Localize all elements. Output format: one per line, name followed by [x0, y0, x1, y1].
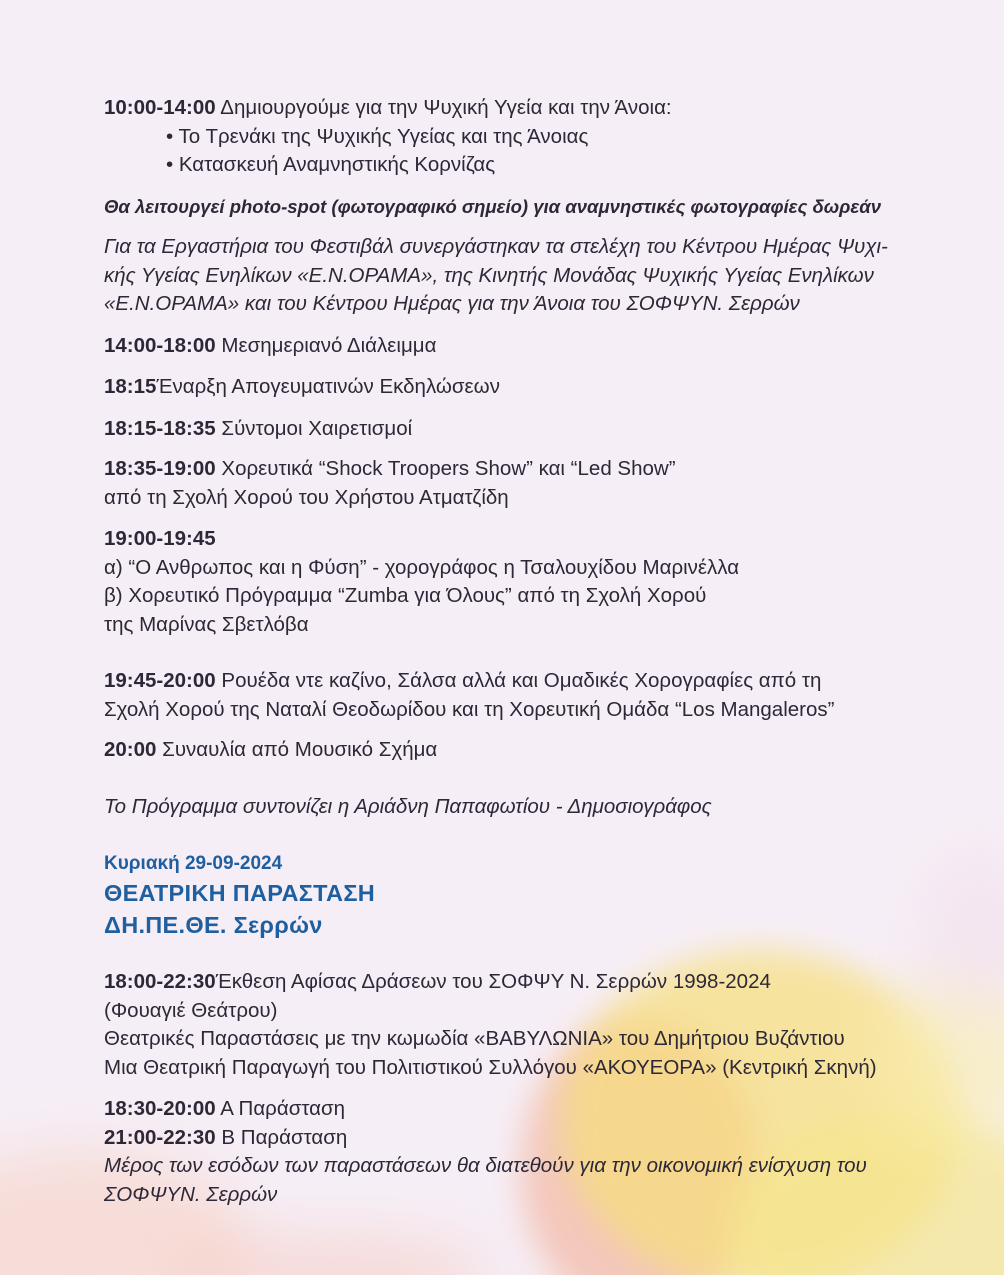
- dance2-line-3: της Μαρίνας Σβετλόβα: [104, 612, 309, 636]
- exhibition-time: 18:00-22:30: [104, 970, 216, 993]
- greetings-text: Σύντομοι Χαιρετισμοί: [221, 417, 413, 440]
- exhibition-line-3: Μια Θεατρική Παραγωγή του Πολιτιστικού Συλλόγου «ΑΚΟΥΕΟΡΑ» (Κεντρική Σκηνή): [104, 1055, 877, 1079]
- proceeds-line-2: ΣΟΦΨΥΝ. Σερρών: [104, 1182, 278, 1206]
- salsa-text: Ρουέδα ντε καζίνο, Σάλσα αλλά και Ομαδικές Χορογραφίες από τη: [221, 669, 822, 692]
- dance2-time: 19:00-19:45: [104, 527, 216, 550]
- show-b: [104, 1124, 924, 1153]
- collaboration-note: [104, 233, 924, 319]
- schedule-concert: [104, 736, 924, 765]
- proceeds-note: [104, 1152, 924, 1209]
- exhibition-block: [104, 968, 924, 1082]
- show-b-text: Β Παράσταση: [221, 1126, 348, 1149]
- start-time: 18:15: [104, 375, 157, 398]
- dance1-time: 18:35-19:00: [104, 457, 216, 480]
- show-a-time: 18:30-20:00: [104, 1097, 216, 1120]
- collaboration-line-3: «Ε.Ν.ΟΡΑΜΑ» και του Κέντρου Ημέρας για την Άνοια του ΣΟΦΨΥΝ. Σερρών: [104, 292, 800, 315]
- dance2-line-2: β) Χορευτικό Πρόγραμμα “Zumba για Όλους” από τη Σχολή Χορού: [104, 584, 707, 607]
- dance1-line2: από τη Σχολή Χορού του Χρήστου Ατματζίδη: [104, 485, 509, 509]
- schedule-break: [104, 332, 924, 361]
- workshop-line: [104, 94, 924, 123]
- schedule-greetings: [104, 415, 924, 444]
- salsa-line2: Σχολή Χορού της Ναταλί Θεοδωρίδου και τη Χορευτική Ομάδα “Los Mangaleros”: [104, 697, 835, 721]
- schedule-dance-2: [104, 525, 924, 639]
- exhibition-line-1: (Φουαγιέ Θεάτρου): [104, 998, 278, 1022]
- coordinator-note: Το Πρόγραμμα συντονίζει η Αριάδνη Παπαφωτίου - Δημοσιογράφος: [104, 795, 712, 818]
- start-text: Έναρξη Απογευματινών Εκδηλώσεων: [156, 375, 500, 398]
- schedule-start: [104, 373, 924, 402]
- schedule-dance-1: [104, 455, 924, 512]
- concert-text: Συναυλία από Μουσικό Σχήμα: [162, 738, 438, 761]
- sunday-title: ΘΕΑΤΡΙΚΗ ΠΑΡΑΣΤΑΣΗ: [104, 880, 376, 906]
- show-b-time: 21:00-22:30: [104, 1126, 216, 1149]
- show-a: [104, 1095, 924, 1124]
- exhibition-text: Έκθεση Αφίσας Δράσεων του ΣΟΦΨΥ Ν. Σερρών 1998-2024: [215, 970, 771, 993]
- collaboration-line-1: Για τα Εργαστήρια του Φεστιβάλ συνεργάστηκαν τα στελέχη του Κέντρου Ημέρας Ψυχι-: [104, 235, 888, 258]
- sunday-date: Κυριακή 29-09-2024: [104, 853, 283, 874]
- break-time: 14:00-18:00: [104, 334, 216, 357]
- show-a-text: Α Παράσταση: [220, 1097, 346, 1120]
- workshop-item-1: • Το Τρενάκι της Ψυχικής Υγείας και της Άνοιας: [166, 125, 589, 148]
- break-text: Μεσημεριανό Διάλειμμα: [221, 334, 437, 357]
- workshop-item-2: • Κατασκευή Αναμνηστικής Κορνίζας: [166, 153, 496, 176]
- exhibition-line-2: Θεατρικές Παραστάσεις με την κωμωδία «ΒΑΒΥΛΩΝΙΑ» του Δημήτριου Βυζάντιου: [104, 1027, 845, 1050]
- salsa-time: 19:45-20:00: [104, 669, 216, 692]
- sunday-subtitle: ΔΗ.ΠΕ.ΘΕ. Σερρών: [104, 912, 323, 938]
- greetings-time: 18:15-18:35: [104, 417, 216, 440]
- concert-time: 20:00: [104, 738, 157, 761]
- workshop-time: 10:00-14:00: [104, 96, 216, 119]
- dance1-text: Χορευτικά “Shock Troopers Show” και “Led Show”: [221, 457, 676, 480]
- workshop-title: Δημιουργούμε για την Ψυχική Υγεία και την Άνοια:: [220, 96, 672, 119]
- collaboration-line-2: κής Υγείας Ενηλίκων «Ε.Ν.ΟΡΑΜΑ», της Κινητής Μονάδας Ψυχικής Υγείας Ενηλίκων: [104, 263, 874, 287]
- schedule-salsa: [104, 667, 924, 724]
- dance2-line-1: α) “Ο Ανθρωπος και η Φύση” - χορογράφος η Τσαλουχίδου Μαρινέλλα: [104, 555, 740, 579]
- photo-spot-note: Θα λειτουργεί photo-spot (φωτογραφικό σημείο) για αναμνηστικές φωτογραφίες δωρεάν: [104, 196, 881, 217]
- proceeds-line-1: Μέρος των εσόδων των παραστάσεων θα διατεθούν για την οικονομική ενίσχυση του: [104, 1154, 867, 1177]
